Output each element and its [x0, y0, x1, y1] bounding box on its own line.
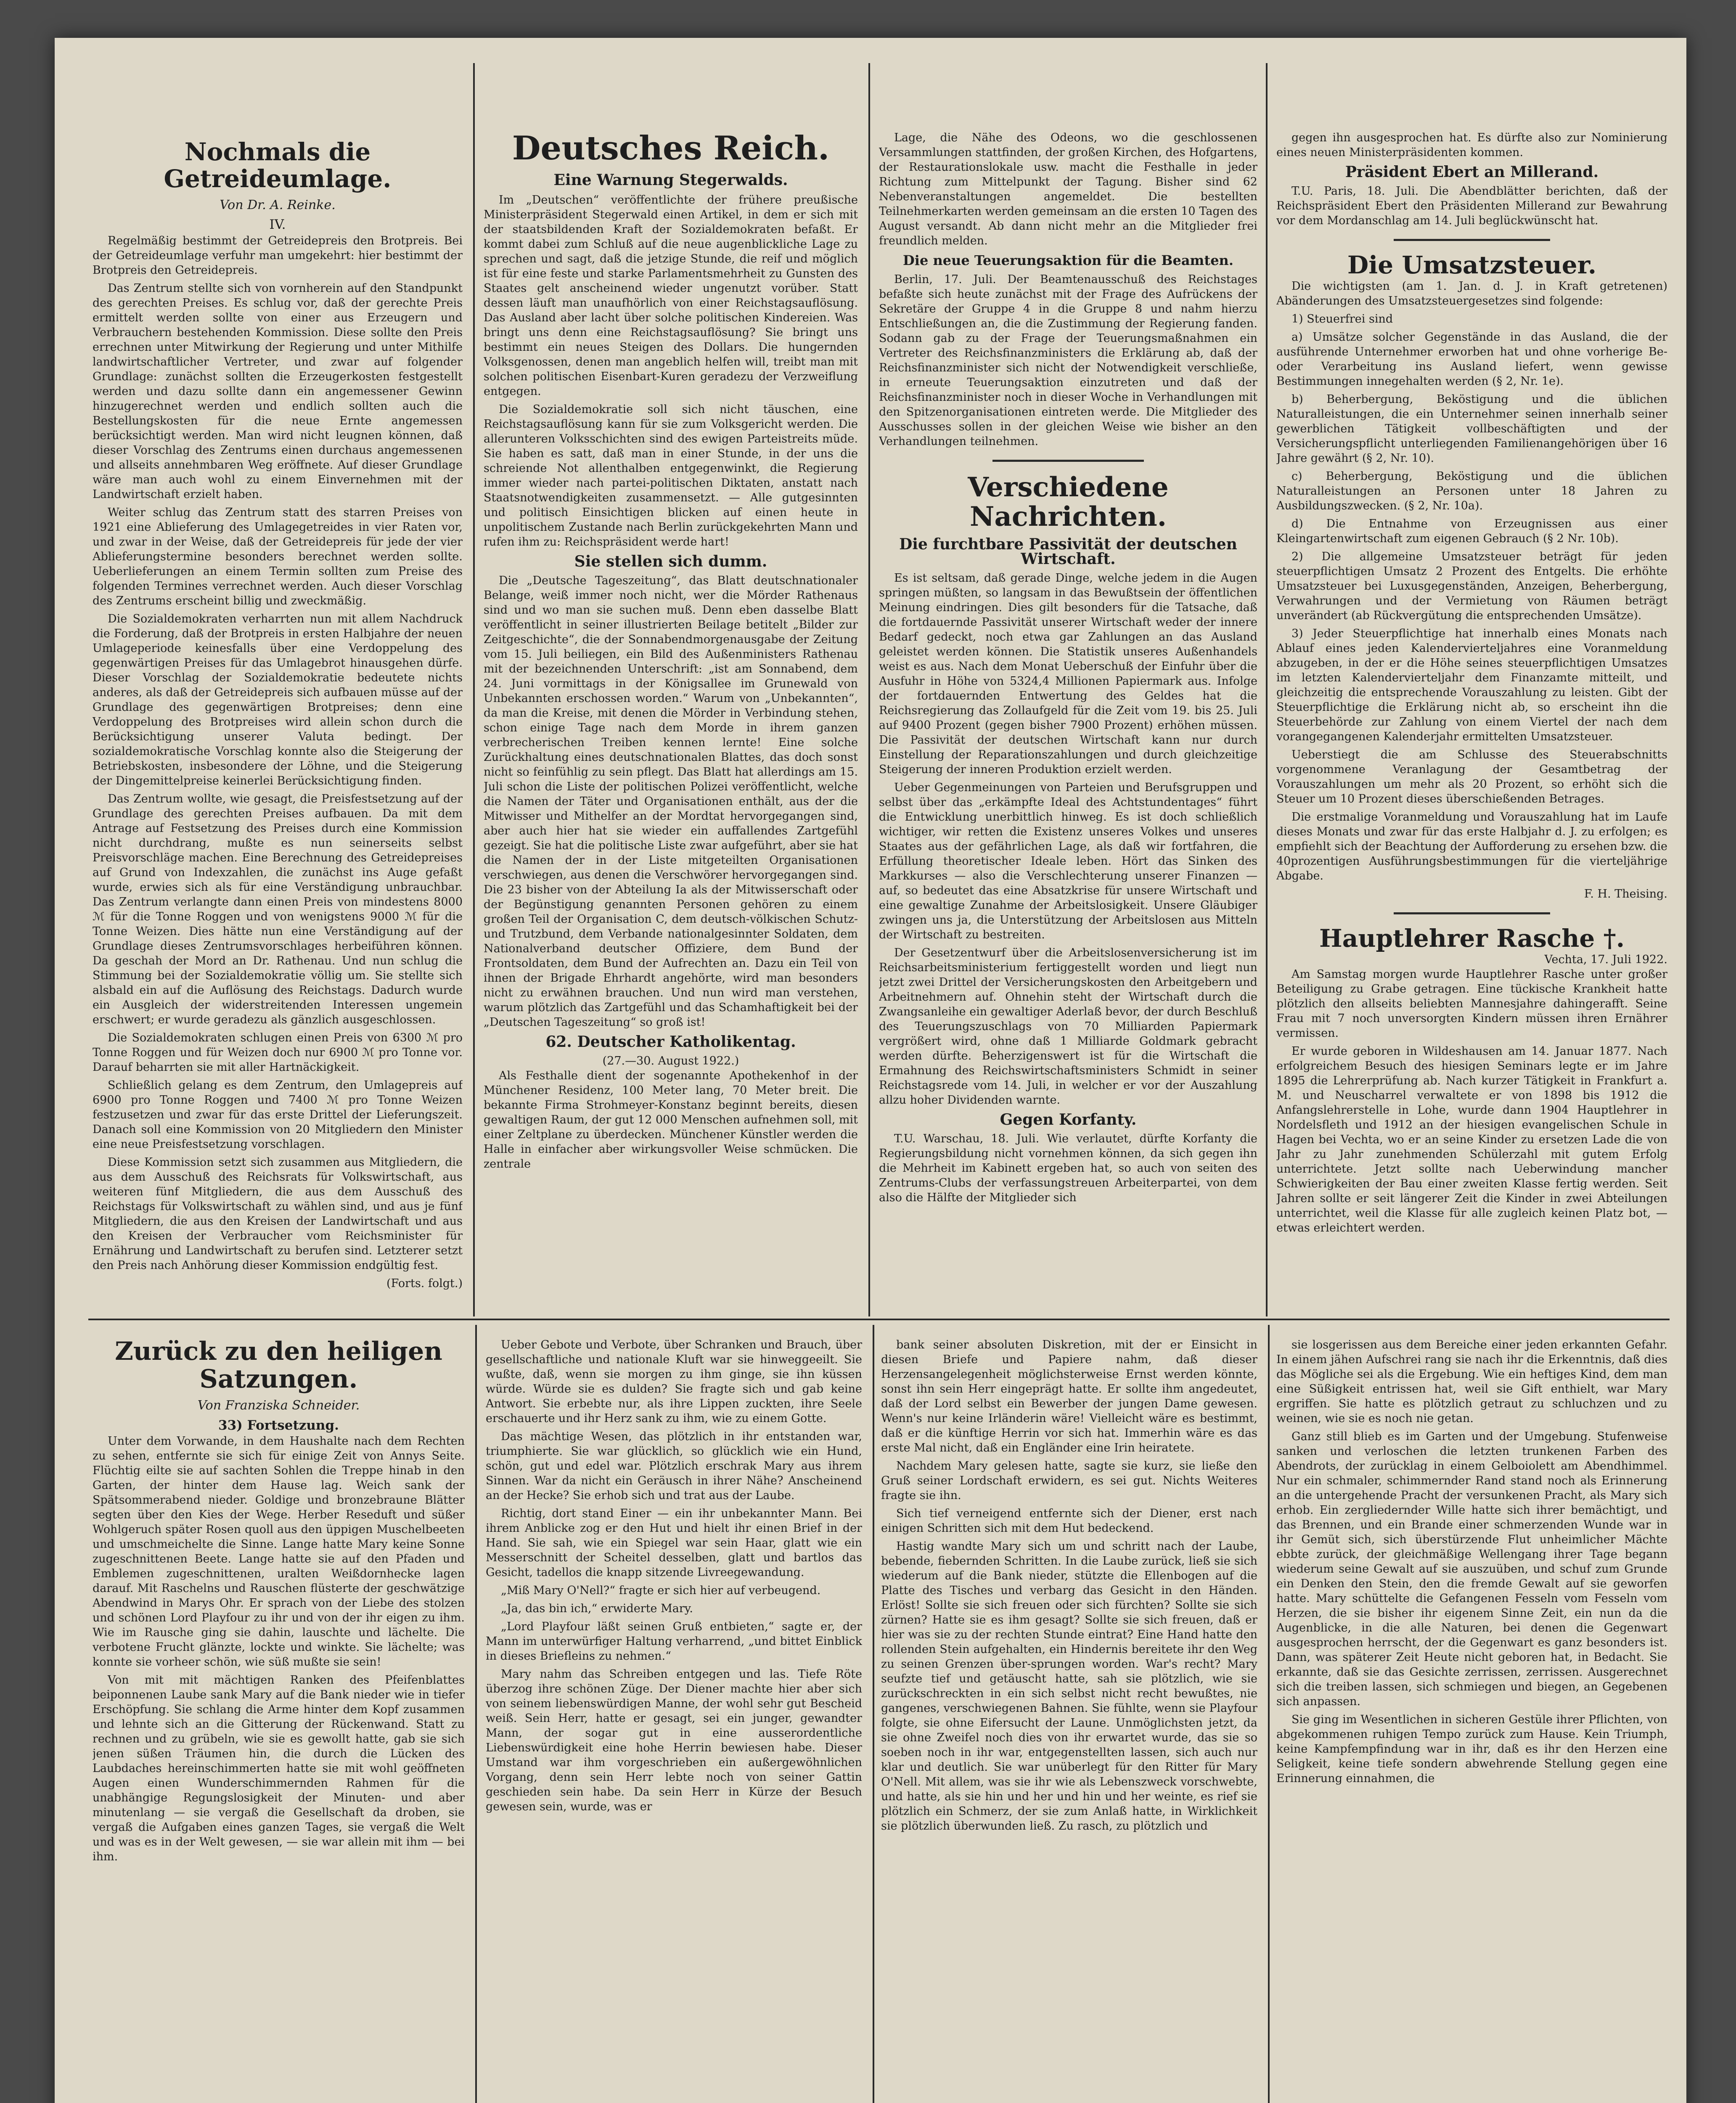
paragraph: Die „Deutsche Tageszeitung“, das Blatt deutschnationaler Belange, weiß immer noch nicht, wer die Mörder Rathenaus sind und wo man sie suchen muß. Denn eben dasselbe Blatt veröffentlicht in seiner illustrierten Beilage betitelt „Bilder zur Zeitgeschichte“, die der Sonnabendmorgenausgabe der Zeitung vom 15. Juli beiliegen, ein Bild des Außenministers Rathenau mit der bezeichnenden Unterschrift: „ist am Sonnabend, dem 24. Juni vormittags in der Königsallee im Grunewald von Unbekannten erschossen worden.“ Warum von „Unbekannten“, da man die Kreise, mit denen die Mörder in Verbindung stehen, schon einige Tage nach dem Morde in ihrem ganzen verbrecherischen Treiben kennen lernte! Eine solche Zurückhaltung eines deutschnationalen Blattes, das doch sonst nicht so feinfühlig zu sein pflegt. Das Blatt hat allerdings am 15. Juli schon die Liste der politischen Polizei veröffentlicht, welche die Namen der Täter und Organisationen enthält, aus der die Mitwisser und Mithelfer an der Mordtat hervorgegangen sind, aber auch hier hat sie wieder ein auffallendes Zartgefühl gezeigt. Sie hat die politische Liste zwar aufgeführt, aber sie hat die Namen der in der Liste mitgeteilten Organisationen verschwiegen, aus denen die Verschwörer hervorgegangen sind. Die 23 bisher von der Abteilung Ia als der Mitwisserschaft oder der Begünstigung genannten Personen gehören zu einem großen Teil der Organisation C, dem deutsch-völkischen Schutz- und Trutzbund, dem Verbande nationalgesinnter Soldaten, dem Nationalverband deutscher Offiziere, dem Bund der Frontsoldaten, dem Bund der Aufrechten an. Dazu ein Teil von ihnen der Brigade Ehrhardt angehörte, wird man besonders nicht zu erwähnen brauchen. Und nun wird man verstehen, warum plötzlich das Zartgefühl und das Schamhaftigkeit bei der „Deutschen Tageszeitung“ so groß ist! [484, 574, 858, 1029]
continued-note: (Forts. folgt.) [386, 1277, 463, 1290]
serial-column-3 [881, 1338, 1257, 2103]
paragraph: Mary nahm das Schreiben entgegen und las. Tiefe Röte überzog ihre schönen Züge. Der Diener machte hier aber sich von seinem liebenswürdigen Manne, der wohl sehr gut Bescheid weiß. Sein Herr, hatte er gesagt, sei ein junger, gewandter Mann, der sogar gut in eine ausserordentliche Liebenswürdigkeit eine hohe Herrin bewiesen habe. Dieser Umstand war ihm vorgeschrieben ein außergewöhnlichen Vorgang, denn sein Herr lebte noch von seiner Gattin geschieden sein habe. Da sein Herr in Kürze der Besuch gewesen sein, wurde, was er [486, 1668, 862, 1813]
article-subtitle: Gegen Korfanty. [1000, 1110, 1137, 1128]
paragraph: gegen ihn ausgesprochen hat. Es dürfte also zur Nominierung eines neuen Ministerpräsidenten kommen. [1276, 131, 1667, 159]
article-subtitle: Die neue Teuerungsaktion für die Beamten. [903, 252, 1233, 268]
paragraph: Die Sozialdemokraten verharrten nun mit allem Nachdruck die Forderung, daß der Brotpreis in ersten Halbjahre der neuen Umlageperiode keinesfalls über eine Verdoppelung des gegenwärtigen Preises für das Umlagebrot hinausgehen dürfe. Dieser Vorschlag der Sozialdemokratie bedeutete nichts anderes, als daß der Getreidepreis sich aufbauen müsse auf der Grundlage des gegenwärtigen Brotpreises; denn eine Verdoppelung des Brotpreises wird allein schon durch die Berücksichtigung unserer Valuta bedingt. Der sozialdemokratische Vorschlag konnte also die Steigerung der Betriebskosten, insbesondere der Löhne, und die Steigerung der Dingemittelpreise keinerlei Berücksichtigung finden. [93, 612, 463, 787]
paragraph: Ganz still blieb es im Garten und der Umgebung. Stufenweise sanken und verloschen die letzten trunkenen Farben des Abendrots, der zurücklag in einem Gelboiolett am Abendhimmel. Nur ein schmaler, schimmernder Rand stand noch als Erinnerung an die untergehende Pracht der versunkenen Pracht, als Mary sich erhob. Ein zergliedernder Wille hatte sich ihrer bemächtigt, und das Brennen, und ein Brande einer schmerzenden Wunde war in ihr Gemüt sich, sich überstürzende Flut unheimlicher Mächte ebbte zurück, der gleichmäßige Wellengang ihrer Tage begann wiederum seine Gewalt auf sie auszuüben, und schuf zum Grunde ein Denken den Stein, den die fremde Gewalt auf sie geworfen hatte. Mary schüttelte die Gefangenen Fesseln vom Fesseln vom Herzen, die sie bisher ihr eigenem Sinne Zeit, ein nun da die Augenblicke, in die alle Naturen, bei denen die Gegenwart ausgesprochen herrscht, der die Gegenwart es ganz besonders ist. Dann, was späterer Zeit Heute nicht geboren hat, in Bedacht. Sie erkannte, daß sie das Gesichte zerrissen, zerrissen. Ausgerechnet sich die treiben lassen, sich schmiegen und biegen, an Gegebenen sich anpassen. [1276, 1430, 1667, 1708]
article-byline: Von Dr. A. Reinke. [220, 197, 336, 212]
paragraph: Hastig wandte Mary sich um und schritt nach der Laube, bebende, fiebernden Schritten. In die Laube zurück, ließ sie sich wiederum auf die Bank nieder, stützte die Ellenbogen auf die Platte des Tisches und verbarg das Gesicht in den Händen. Erlöst! Sollte sie sich freuen oder sich fürchten? Sollte sie sich zürnen? Hatte sie es ihm gesagt? Sollte sie sich freuen, daß er hier was sie zu der rechten Stunde eintrat? Eine Hand hatte den rollenden Stein aufgehalten, ein Hindernis bereitete ihr den Weg zu seinen Grenzen über-sprungen worden. War's recht? Mary seufzte tief und getäuscht hatte, sah sie plötzlich, wie sie zurückschreckten in ein sich selbst nicht recht bewußtes, nie gangenes, verschwiegenen Bahnen. Sie fühlte, wenn sie Playfour folgte, sie ohne Eifersucht der Laune. Unmöglichsten jetzt, da sie ohne Zweifel noch dies von ihr erwartet wurde, das sie so soeben noch in ihr war, entgegenstellten lassen, sich auch nur klar und deutlich. Sie war unüberlegt für den Ritter für Mary O'Nell. Mit allem, was sie ihr wie als Lebenszweck vorschwebte, und hatte, als sie hin und her und hin und her weinte, es rief sie plötzlich ein Schmerz, der sie zum Anlaß hatte, in Wirklichkeit sie plötzlich überwunden ließ. Zu rasch, zu plötzlich und [881, 1540, 1257, 1833]
paragraph: „Ja, das bin ich,“ erwiderte Mary. [501, 1602, 693, 1615]
article-part: IV. [269, 217, 286, 233]
paragraph: Berlin, 17. Juli. Der Beamtenausschuß des Reichstages befaßte sich heute zunächst mit der Frage des Aufrückens der Sekretäre der Gruppe 4 in die Gruppe 8 und nahm hierzu Entschließungen an, die die Zustimmung der Regierung fanden. Sodann gab zu der Frage der Teuerungsmaßnahmen ein Vertreter des Reichsfinanzministers die Erklärung ab, daß der Reichsfinanzminister sich nicht der Notwendigkeit verschließe, in erneute Teuerungsaktion einzutreten und daß der Reichsfinanzminister noch in dieser Woche in Verhandlungen mit den Spitzenorganisationen eintreten werde. Die Mitglieder des Ausschusses sollen in der gleichen Weise wie bisher an den Verhandlungen teilnehmen. [879, 273, 1257, 448]
section-title: Verschiedene Nachrichten. [968, 471, 1169, 533]
paragraph: c) Beherbergung, Beköstigung und die üblichen Naturalleistungen an Personen unter 18 Jahren zu Ausbildungszwecken. (§ 2, Nr. 10a). [1276, 469, 1667, 512]
paragraph: Es ist seltsam, daß gerade Dinge, welche jedem in die Augen springen müßten, so langsam in das Bewußtsein der öffentlichen Meinung eindringen. Dies gilt besonders für die Tatsache, daß die fortdauernde Passivität unserer Wirtschaft weder der innere Bedarf gedeckt, noch etwa gar Zahlungen an das Ausland geleistet werden können. Die Statistik unseres Außenhandels weist es aus. Nach dem Monat Ueberschuß der Einfuhr über die Ausfuhr in Höhe von 5324,4 Millionen Papiermark aus. Infolge der fortdauernden Entwertung des Geldes hat die Reichsregierung das Zollaufgeld für die Zeit vom 19. bis 25. Juli auf 9400 Prozent (gegen bisher 7900 Prozent) erhöhen müssen. Die Passivität der deutschen Wirtschaft kann nur durch Einstellung der Reparationszahlungen und durch gleichzeitige Steigerung der inneren Produktion erzielt werden. [879, 571, 1257, 776]
paragraph: Die wichtigsten (am 1. Jan. d. J. in Kraft getretenen) Abänderungen des Umsatzsteuergesetzes sind folgende: [1276, 279, 1667, 307]
paragraph: Regelmäßig bestimmt der Getreidepreis den Brotpreis. Bei der Getreideumlage verfuhr man umgekehrt: hier bestimmt der Brotpreis den Getreidepreis. [93, 234, 463, 277]
paragraph: Im „Deutschen“ veröffentlichte der frühere preußische Ministerpräsident Stegerwald einen Artikel, in dem er sich mit der staatsbildenden Kraft der Sozialdemokraten befaßt. Er kommt dabei zum Schluß auf die neue augenblickliche Lage zu sprechen und sagt, daß die jetzige Stunde, die reif und möglich ist für eine feste und starke Parlamentsmehrheit zu Gunsten des Staates gelt anscheinend wieder ungenutzt vorüber. Statt dessen läuft man unaufhörlich von einer Reichstagsauflösung. Das Ausland aber lacht über solche politischen Kindereien. Was bringt uns denn eine Reichstagsauflösung? Sie bringt uns bestimmt ein neues Steigen des Dollars. Die hungernden Volksgenossen, denen man angeblich helfen will, treibt man mit solchen politischen Eisenbart-Kuren geradezu der Verzweiflung entgegen. [484, 193, 858, 398]
paragraph: Er wurde geboren in Wildeshausen am 14. Januar 1877. Nach erfolgreichem Besuch des hiesigen Seminars legte er im Jahre 1895 die Lehrerprüfung ab. Nach kurzer Tätigkeit in Frankfurt a. M. und Neuscharrel verwaltete er von 1898 bis 1912 die Anfangslehrerstelle in Lohe, wurde dann 1904 Hauptlehrer in Nordelsfleth und 1912 an der hiesigen evangelischen Schule in Hagen bei Vechta, wo er an seine Kinder zu ersetzen Lade die von Jahr zu Jahr zunehmenden Schülerzahl mit gutem Erfolg unterrichtete. Jetzt sollte nach Ueberwindung mancher Schwierigkeiten der Bau einer zweiten Klasse fertig werden. Seit Jahren sollte er seit längerer Zeit die Kinder in zwei Abteilungen unterrichtet, weil die Klasse für alle zugleich keinen Platz bot, — etwas erleichtert werden. [1276, 1044, 1667, 1234]
article-subtitle: 62. Deutscher Katholikentag. [545, 1033, 796, 1051]
paragraph: Die Sozialdemokratie soll sich nicht täuschen, eine Reichstagsauflösung kann für sie zum Volksgericht werden. Die allerunteren Volksschichten sind des ewigen Parteistreits müde. Sie haben es satt, daß man in einer Stunde, in der uns die schreiende Not allenthalben entgegenwinkt, die Regierung immer wieder nach partei-politischen Diktaten, anstatt nach Staatsnotwendigkeiten zusammensetzt. — Alle gutgesinnten und politisch Einsichtigen blicken auf einen heute in unpolitischem Zustande nach Berlin zurückgekehrten Mann und rufen ihm zu: Reichspräsident werde hart! [484, 403, 858, 549]
paragraph: Richtig, dort stand Einer — ein ihr unbekannter Mann. Bei ihrem Anblicke zog er den Hut und hielt ihr einen Brief in der Hand. Sie sah, wie ein Spiegel war sein Haar, glatt wie ein Messerschnitt der Scheitel desselben, glatt und bartlos das Gesicht, tadellos die knapp sitzende Livreegewandung. [486, 1507, 862, 1579]
separator [1394, 912, 1550, 914]
paragraph: Das Zentrum stellte sich von vornherein auf den Standpunkt des gerechten Preises. Es schlug vor, daß der gerechte Preis ermittelt werden sollte von einer aus Erzeugern und Verbrauchern bestehenden Kommission. Diese sollte den Preis errechnen unter Mitwirkung der Regierung und unter Mithilfe landwirtschaftlicher Vertreter, und zwar auf folgender Grundlage: zunächst sollten die Erzeugerkosten festgestellt werden und dazu sollte dann ein angemessener Gewinn hinzugerechnet werden und endlich sollten auch die Bestellungskosten für die neue Ernte angemessen berücksichtigt werden. Man wird nicht leugnen können, daß dieser Vorschlag des Zentrums einen durchaus angemessenen und allseits annehmbaren Weg eröffnete. Auf dieser Grundlage wäre man auch wohl zu einem Einvernehmen mit der Landwirtschaft erzielt haben. [93, 281, 463, 501]
newspaper-page [55, 38, 1686, 2103]
article-subtitle: Präsident Ebert an Millerand. [1345, 163, 1599, 181]
serial-column-2 [486, 1338, 862, 2103]
paragraph: 1) Steuerfrei sind [1291, 312, 1393, 326]
paragraph: sie losgerissen aus dem Bereiche einer jeden erkannten Gefahr. In einem jähen Aufschrei rang sie nach ihr die Erkenntnis, daß dies das Mögliche sei als die Ergebung. Wie ein heftiges Kind, dem man eine Süßigkeit entrissen hat, weil sie Gift enthielt, war Mary ergriffen. Sie hatte es plötzlich getraut zu schluchzen und zu weinen, wie sie es noch nie getan. [1276, 1338, 1667, 1425]
paragraph: Von mit mit mächtigen Ranken des Pfeifenblattes beiponnenen Laube sank Mary auf die Bank nieder wie in tiefer Erschöpfung. Sie schlang die Arme hinter dem Kopf zusammen und lehnte sich an die Gitterung der Rückenwand. Statt zu rechnen und zu grübeln, wie sie es gewollt hatte, gab sie sich jenen süßen Träumen hin, die durch die Lücken des Laubdaches hereinschimmerten hatte sie mit wohl geöffneten Augen einen Wunderschimmernden Rahmen für die unabhängige Regungslosigkeit der Minuten- und aber minutenlang — sie vergaß die Gesellschaft da droben, sie vergaß die Aufgaben eines ganzen Tages, sie vergaß die Welt und was es in der Welt gewesen, — sie war allein mit ihm — bei ihm. [93, 1674, 465, 1863]
paragraph: „Miß Mary O'Nell?“ fragte er sich hier auf verbeugend. [501, 1584, 821, 1597]
section-title: Die Umsatzsteuer. [1347, 251, 1597, 279]
paragraph: Sie ging im Wesentlichen in sicheren Gestüle ihrer Pflichten, von abgekommenen ruhigen Tempo zurück zum Hause. Kein Triumph, keine Kampfempfindung war in ihr, daß es ihr den Herzen eine Seligkeit, keine tiefe sondern abwehrende Stellung gegen eine Erinnerung einnahmen, die [1276, 1713, 1667, 1785]
paragraph: Das mächtige Wesen, das plötzlich in ihr entstanden war, triumphierte. Sie war glücklich, so glücklich wie ein Hund, schön, gut und edel war. Plötzlich erschrak Mary aus ihrem Sinnen. War da nicht ein Geräusch in ihrer Nähe? Anscheinend an der Hecke? Sie erhob sich und trat aus der Laube. [486, 1430, 862, 1502]
paragraph: Die erstmalige Voranmeldung und Vorauszahlung hat im Laufe dieses Monats und zwar für das erste Halbjahr d. J. zu erfolgen; es empfiehlt sich der Beachtung der Aufforderung zu ersehen bzw. die 40prozentigen Ausführungsbestimmungen für die vierteljährige Abgabe. [1276, 810, 1667, 882]
column-rule [475, 1325, 477, 2103]
paragraph: Lage, die Nähe des Odeons, wo die geschlossenen Versammlungen stattfinden, der großen Kirchen, des Hofgartens, der Restaurationslokale usw. macht die Festhalle in jeder Richtung zum Mittelpunkt der Tagung. Bisher sind 62 Nebenveranstaltungen angemeldet. Die bestellten Teilnehmerkarten werden gemeinsam an die ersten 10 Tagen des August versandt. Ab dann nicht mehr an die Mitglieder frei freundlich melden. [879, 131, 1257, 247]
article-getreideumlage [93, 139, 463, 1312]
paragraph: 3) Jeder Steuerpflichtige hat innerhalb eines Monats nach Ablauf eines jeden Kalendervierteljahres eine Voranmeldung abzugeben, in der er die Höhe seines steuerpflichtigen Umsatzes im letzten Kalendervierteljahr dem Finanzamte mitteilt, und gleichzeitig die entsprechende Vorauszahlung zu leisten. Gibt der Steuerpflichtige die Erklärung nicht ab, so erscheint ihn die Steuerbehörde zur Zahlung von einem Viertel der nach dem vorangegangenen Kalenderjahr ermittelten Umsatzsteuer. [1276, 627, 1667, 743]
serial-column-1 [93, 1338, 465, 2103]
paragraph: T.U. Warschau, 18. Juli. Wie verlautet, dürfte Korfanty die Regierungsbildung nicht vornehmen können, da sich gegen ihn die Mehrheit im Kabinett ergeben hat, so auch von seiten des Zentrums-Clubs der verfassungstreuen Arbeiterpartei, von dem also die Hälfte der Mitglieder sich [879, 1132, 1257, 1204]
section-title: Hauptlehrer Rasche †. [1319, 924, 1625, 953]
paragraph: Der Gesetzentwurf über die Arbeitslosenversicherung ist im Reichsarbeitsministerium fertiggestellt worden und liegt nun jetzt zwei Drittel der Versicherungskosten den Arbeitgebern und Arbeitnehmern auf. Ohnehin steht der Wirtschaft durch die Zwangsanleihe ein gewaltiger Aderlaß bevor, der durch Beschluß des Teuerungszuschlags von 70 Milliarden Papiermark vergrößert wird, ohne daß 1 Milliarde Goldmark gebracht werden dürfte. Beherzigenswert ist für die Wirtschaft die Ermahnung des Reichswirtschaftsministers Schmidt in seiner Reichstagsrede vom 14. Juli, in welcher er vor der Auszahlung allzu hoher Dividenden warnte. [879, 946, 1257, 1107]
paragraph: Das Zentrum wollte, wie gesagt, die Preisfestsetzung auf der Grundlage des gerechten Preises aufbauen. Da mit dem Antrage auf Festsetzung des Preises durch eine Kommission nicht durchdrang, mußte es nun seinerseits selbst Preisvorschläge machen. Eine Berechnung des Getreidepreises auf Grund von Indexzahlen, die zunächst ins Auge gefaßt wurde, erwies sich als für eine Verständigung unbrauchbar. Das Zentrum verlangte dann einen Preis von mindestens 8000 ℳ für die Tonne Roggen und von wenigstens 9000 ℳ für die Tonne Weizen. Dies hätte nun eine Verständigung auf der Grundlage dieses Zentrumsvorschlages herbeiführen können. Da geschah der Mord an Dr. Rathenau. Und nun schlug die Stimmung bei der Sozialdemokratie völlig um. Sie stellte sich alsbald ein auf die Auflösung des Reichstags. Dadurch wurde ein Ausgleich der widerstreitenden Interessen ungemein erschwert; er wurde geradezu als gänzlich ausgeschlossen. [93, 792, 463, 1026]
paragraph: Ueber Gebote und Verbote, über Schranken und Brauch, über gesellschaftliche und nationale Kluft war sie hinweggeeilt. Sie wußte, daß, wenn sie morgen zu ihm ginge, sie ihn küssen würde. Würde sie es dulden? Sie fragte sich und gab keine Antwort. Sie erbebte nur, als ihre Lippen zuckten, ihre Seele erschauerte und ihr Herz sank zu ihm, wie zu einem Gotte. [486, 1338, 862, 1425]
article-subtitle: Eine Warnung Stegerwalds. [553, 171, 788, 189]
paragraph: bank seiner absoluten Diskretion, mit der er Einsicht in diesen Briefe und Papiere nahm, daß dieser Herzensangelegenheit möglichsterweise Ernst werden könnte, sonst ihn sein Herr eingeprägt hatte. Er sollte ihm angedeutet, daß der Lord selbst ein Bewerber der jungen Dame gewesen. Wenn's nur keine Irländerin wäre! Vielleicht wäre es bestimmt, daß er die künftige Herrin vor sich hat. Immerhin wäre es das erste Mal nicht, daß ein Engländer eine Irin heiratete. [881, 1338, 1257, 1454]
paragraph: Nachdem Mary gelesen hatte, sagte sie kurz, sie ließe den Gruß seiner Lordschaft erwidern, es sei gut. Nichts Weiteres fragte sie ihn. [881, 1459, 1257, 1502]
article-deutsches-reich [484, 130, 858, 1312]
serial-continuation-label: Fortsetzung. [247, 1417, 339, 1433]
signature: F. H. Theising. [1584, 887, 1667, 901]
paragraph: Die Sozialdemokraten schlugen einen Preis von 6300 ℳ pro Tonne Roggen und für Weizen doch nur 6900 ℳ pro Tonne vor. Darauf beharrten sie mit aller Hartnäckigkeit. [93, 1031, 463, 1074]
paragraph: Unter dem Vorwande, in dem Haushalte nach dem Rechten zu sehen, entfernte sie sich für einige Zeit von Annys Seite. Flüchtig eilte sie auf sachten Sohlen die Treppe hinab in den Garten, der hinter dem Hause lag. Weich sank der Spätsommerabend nieder. Goldige und bronzebraune Blätter segten über den Kies der Wege. Herber Reseduft und süßer Wohlgeruch später Rosen quoll aus den üppigen Muschelbeeten und umschmeichelte die Sinne. Lange hatte Mary keine Sonne zugeschnittenen Beete. Lange hatte sie auf den Pfaden und Emblemen zugeschnittenen, uralten Weißdornhecke lagen darauf. Mit Raschelns und Rauschen flüsterte der geschwätzige Abendwind in Marys Ohr. Er sprach von der Liebe des stolzen und schönen Lord Playfour zu ihr und von der ihr eigen zu ihm. Wie im Rausche ging sie dahin, lauschte und lächelte. Die verbotene Frucht glänzte, lockte und winkte. Sie lächelte; was konnte sie vorheer schön, wie süß mußte sie sein! [93, 1435, 465, 1669]
paragraph: Ueber Gegenmeinungen von Parteien und Berufsgruppen und selbst über das „erkämpfte Ideal des Achtstundentages“ führt die Entwicklung unerbittlich hinweg. Es ist doch schließlich wichtiger, wir retten die Existenz unseres Volkes und unseres Staates aus der gefährlichen Lage, als daß wir fortfahren, die Erfüllung theoretischer Ideale leben. Hört das Sinken des Markkurses — also die Verschlechterung unserer Finanzen — auf, so bedeutet das eine Absatzkrise für unsere Wirtschaft und eine gewaltige Zunahme der Arbeitslosigkeit. Unsere Gläubiger zwingen uns ja, die Unterstützung der Arbeitslosen aus Mitteln der Wirtschaft zu bestreiten. [879, 781, 1257, 941]
paragraph: 2) Die allgemeine Umsatzsteuer beträgt für jeden steuerpflichtigen Umsatz 2 Prozent des Entgelts. Die erhöhte Umsatzsteuer bei Luxusgegenständen, Anzeigen, Beherbergung, Verwahrungen und der Vermietung von Räumen beträgt unverändert (ab Rückvergütung die entsprechenden Umsätze). [1276, 550, 1667, 622]
column-rule [868, 63, 870, 1316]
serial-chapter [93, 1417, 465, 1434]
paragraph: Als Festhalle dient der sogenannte Apothekenhof in der Münchener Residenz, 100 Meter lang, 70 Meter breit. Die bekannte Firma Strohmeyer-Konstanz beginnt bereits, diesen gewaltigen Raum, der gut 12 000 Menschen aufnehmen soll, mit einer Zeltplane zu überdecken. Münchener Künstler werden die Halle in einfacher aber wirkungsvoller Weise schmücken. Die zentrale [484, 1069, 858, 1171]
paragraph: Diese Kommission setzt sich zusammen aus Mitgliedern, die aus dem Ausschuß des Reichsrats für Volkswirtschaft, aus weiteren fünf Mitgliedern, die aus dem Ausschuß des Reichstags für Volkswirtschaft zu wählen sind, und aus je fünf Mitgliedern, die aus den Kreisen der Landwirtschaft und aus den Kreisen der Verbraucher vom Reichsminister für Ernährung und Landwirtschaft zu berufen sind. Letzterer setzt den Preis nach Anhörung dieser Kommission endgültig fest. [93, 1155, 463, 1272]
column-three [879, 130, 1257, 1312]
article-body [93, 233, 463, 1291]
serial-chapter-number: 33) [218, 1417, 243, 1433]
article-date: (27.—30. August 1922.) [602, 1054, 739, 1068]
paragraph: b) Beherbergung, Beköstigung und die üblichen Naturalleistungen, die ein Unternehmer seinen innerhalb seiner gewerblichen Tätigkeit vollbeschäftigten und der Versicherungspflicht unterliegenden Familienangehörigen über 16 Jahre gewährt (§ 2, Nr. 10). [1276, 392, 1667, 465]
column-rule [1268, 1325, 1270, 2103]
paragraph: d) Die Entnahme von Erzeugnissen aus einer Kleingartenwirtschaft zum eigenen Gebrauch (§ 2 Nr. 10b). [1276, 517, 1667, 545]
paragraph: Ueberstiegt die am Schlusse des Steuerabschnitts vorgenommene Veranlagung der Gesamtbetrag der Vorauszahlungen um mehr als 20 Prozent, so erhöht sich die Steuer um 10 Prozent dieses überschießenden Betrages. [1276, 748, 1667, 805]
section-title: Deutsches Reich. [512, 130, 830, 167]
paragraph: a) Umsätze solcher Gegenstände in das Ausland, die der ausführende Unternehmer erworben hat und ohne vorherige Be- oder Verarbeitung ins Ausland liefert, wenn gewisse Bestimmungen innegehalten werden (§ 2, Nr. 1e). [1276, 330, 1667, 388]
serial-title: Zurück zu den heiligen Satzungen. [115, 1338, 442, 1394]
article-subtitle: Die furchtbare Passivität der deutschen Wirtschaft. [899, 535, 1237, 568]
serial-column-4 [1276, 1338, 1667, 2103]
dateline: Vechta, 17. Juli 1922. [1544, 953, 1667, 966]
paragraph: „Lord Playfour läßt seinen Gruß entbieten,“ sagte er, der Mann im unterwürfiger Haltung verharrend, „und bittet Einblick in dieses Briefleins zu nehmen.“ [486, 1620, 862, 1663]
column-four [1276, 130, 1667, 1312]
separator [992, 460, 1144, 462]
serial-byline: Von Franziska Schneider. [197, 1398, 360, 1413]
article-subtitle: Sie stellen sich dumm. [574, 553, 767, 571]
paragraph: Schließlich gelang es dem Zentrum, den Umlagepreis auf 6900 pro Tonne Roggen und 7400 ℳ pro Tonne Weizen festzusetzen und zwar für das erste Drittel der Lieferungszeit. Danach soll eine Kommission von 20 Mitgliedern den Minister eine neue Preisfestsetzung vorschlagen. [93, 1078, 463, 1151]
column-rule [473, 63, 475, 1316]
column-rule [873, 1325, 874, 2103]
paragraph: Weiter schlug das Zentrum statt des starren Preises von 1921 eine Ablieferung des Umlagegetreides in vier Raten vor, und zwar in der Weise, daß der Getreidepreis für jede der vier Ablieferungstermine besonders berechnet werden sollte. Ueberlieferungen an einem Termin sollten zum Preise des folgenden Termines verrechnet werden. Auch dieser Vorschlag des Zentrums erscheint billig und zweckmäßig. [93, 506, 463, 607]
paragraph: T.U. Paris, 18. Juli. Die Abendblätter berichten, daß der Reichspräsident Ebert den Präsidenten Millerand zur Bewahrung vor dem Mordanschlag am 14. Juli beglückwünscht hat. [1276, 185, 1667, 227]
column-rule [1266, 63, 1268, 1316]
paragraph: Sich tief verneigend entfernte sich der Diener, erst nach einigen Schritten sich mit dem Hut bedeckend. [881, 1507, 1257, 1535]
paragraph: Am Samstag morgen wurde Hauptlehrer Rasche unter großer Beteiligung zu Grabe getragen. Eine tückische Krankheit hatte plötzlich den allseits beliebten Mannesjahre dahingerafft. Seine Frau mit 7 noch unversorgten Kindern müssen ihren Ernährer vermissen. [1276, 967, 1667, 1040]
article-title: Nochmals die Getreideumlage. [164, 139, 392, 193]
section-divider [88, 1319, 1670, 1320]
separator [1394, 239, 1550, 241]
